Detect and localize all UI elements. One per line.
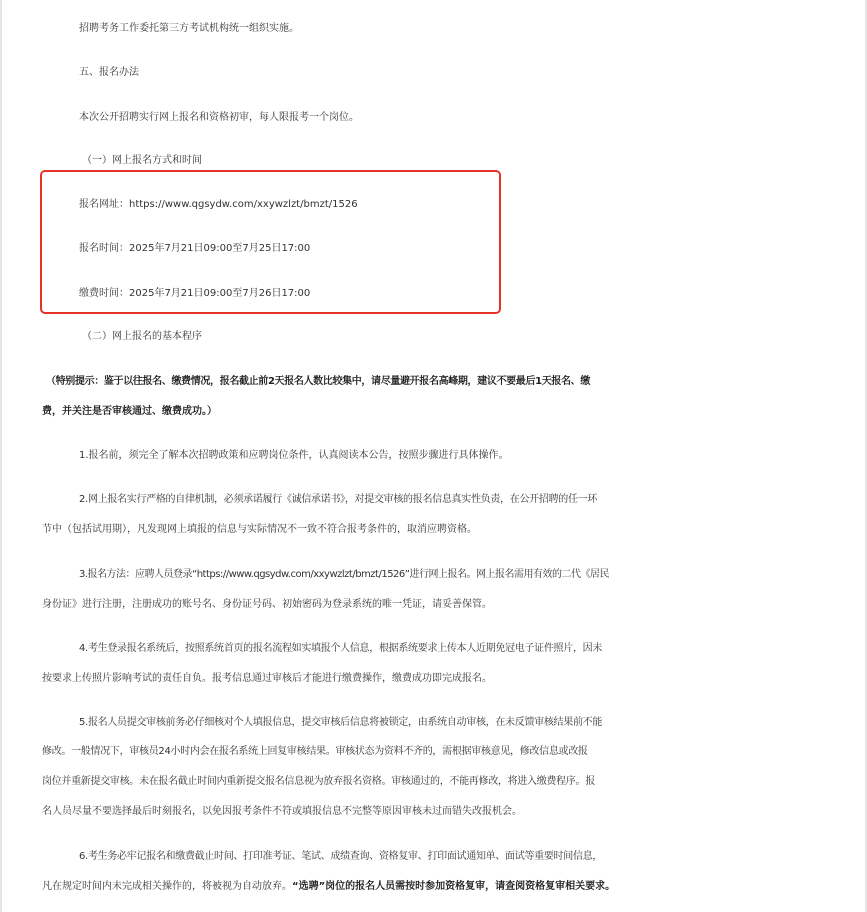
item-3-line-1: 3.报名方法：应聘人员登录“https://www.qgsydw.com/xxywzlzt/bmzt/1526”进行网上报名。网上报名需用有效的二代《居民	[79, 569, 609, 580]
section-intro: 本次公开招聘实行网上报名和资格初审，每人限报考一个岗位。	[79, 112, 359, 123]
special-notice-line-2: 费，并关注是否审核通过、缴费成功。）	[42, 406, 217, 417]
item-2-line-2: 节中（包括试用期），凡发现网上填报的信息与实际情况不一致不符合报考条件的，取消应聘资格。	[42, 524, 477, 535]
registration-time: 报名时间：2025年7月21日09:00至7月25日17:00	[79, 243, 311, 254]
item-5-line-3: 岗位并重新提交审核。未在报名截止时间内重新提交报名信息视为放弃报名资格。审核通过的，不能再修改，将进入缴费程序。报	[42, 776, 595, 787]
item-4-line-2: 按要求上传照片影响考试的责任自负。报考信息通过审核后才能进行缴费操作，缴费成功即完成报名。	[42, 673, 492, 684]
item-3-line-2: 身份证》进行注册，注册成功的账号名、身份证号码、初始密码为登录系统的唯一凭证，请妥善保管。	[42, 599, 492, 610]
item-5-line-2: 修改。一般情况下，审核员24小时内会在报名系统上回复审核结果。审核状态为资料不齐的，需根据审核意见，修改信息或改报	[42, 746, 588, 757]
item-6-line-2	[0, 877, 867, 897]
payment-time: 缴费时间：2025年7月21日09:00至7月26日17:00	[79, 288, 311, 299]
item-6-line-1: 6.考生务必牢记报名和缴费截止时间、打印准考证、笔试、成绩查询、资格复审、打印面试通知单、面试等重要时间信息，	[79, 851, 603, 862]
item-1: 1.报名前，须完全了解本次招聘政策和应聘岗位条件，认真阅读本公告，按照步骤进行具体操作。	[79, 450, 509, 461]
item-2-line-1: 2.网上报名实行严格的自律机制，必须承诺履行《诚信承诺书》，对提交审核的报名信息真实性负责，在公开招聘的任一环	[79, 494, 598, 505]
item-6-line-2-bold: “选聘”岗位的报名人员需按时参加资格复审，请查阅资格复审相关要求。	[292, 881, 616, 892]
section-heading-registration-method: 五、报名办法	[79, 67, 139, 78]
intro-line: 招聘考务工作委托第三方考试机构统一组织实施。	[79, 23, 299, 34]
item-5-line-1: 5.报名人员提交审核前务必仔细核对个人填报信息，提交审核后信息将被锁定，由系统自动审核，在未反馈审核结果前不能	[79, 717, 603, 728]
subsection-heading-basic-procedure: （二）网上报名的基本程序	[82, 331, 202, 342]
registration-url: 报名网址：https://www.qgsydw.com/xxywzlzt/bmzt/1526	[79, 199, 358, 210]
item-6-line-2-normal: 凡在规定时间内未完成相关操作的，将被视为自动放弃。	[42, 881, 292, 892]
special-notice-line-1: （特别提示：鉴于以往报名、缴费情况，报名截止前2天报名人数比较集中，请尽量避开报名高峰期，建议不要最后1天报名、缴	[46, 376, 590, 387]
item-4-line-1: 4.考生登录报名系统后，按照系统首页的报名流程如实填报个人信息，根据系统要求上传本人近期免冠电子证件照片，因未	[79, 643, 603, 654]
subsection-heading-online-registration: （一）网上报名方式和时间	[82, 155, 202, 166]
item-5-line-4: 名人员尽量不要选择最后时刻报名，以免因报考条件不符或填报信息不完整等原因审核未过而错失改报机会。	[42, 806, 522, 817]
